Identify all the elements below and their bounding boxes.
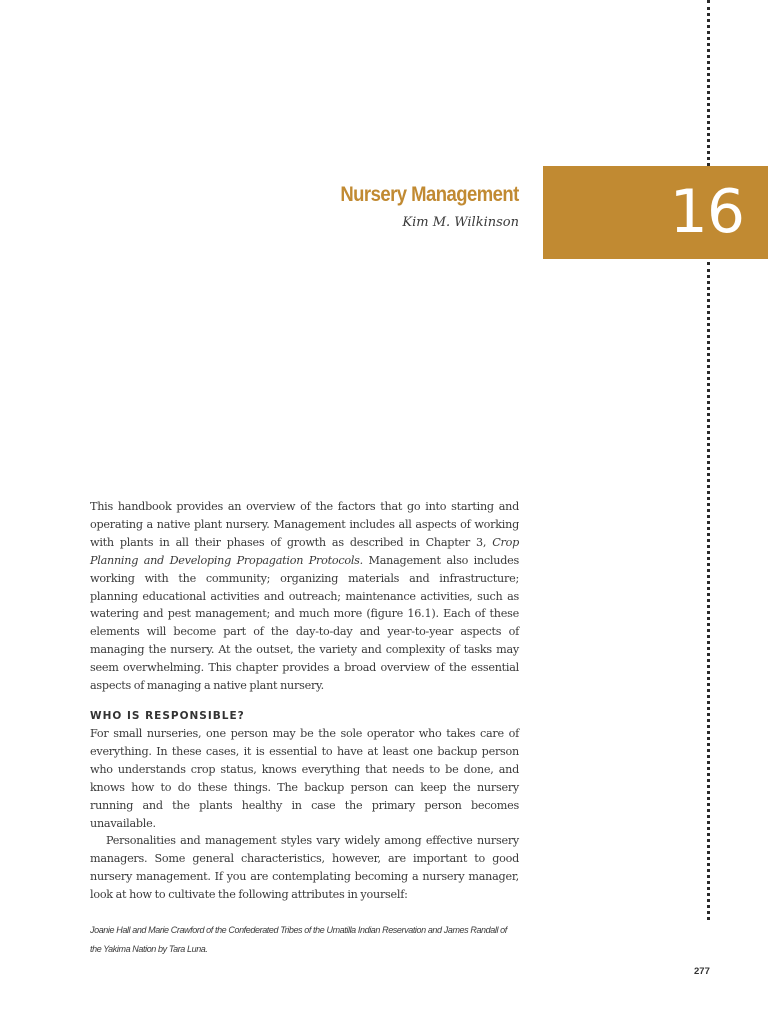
photo-caption: Joanie Hall and Marie Crawford of the Confederated Tribes of the Umatilla Indian Reservation and James Randall of the Yakima Nation by Tara Luna. [90,925,507,955]
dotted-margin-line-top [707,0,714,166]
section-heading: WHO IS RESPONSIBLE? [90,709,245,722]
intro-text-start: This handbook provides an overview of the factors that go into starting and operating a native plant nursery. Management includes all aspects of working with plants in all their phases of growth as described in Chapter 3, [90,500,519,549]
intro-paragraph [90,498,519,695]
dotted-margin-line-bottom [707,262,714,920]
chapter-number: 16 [669,177,744,247]
body-text [90,498,519,959]
section-paragraph-2: Personalities and management styles vary widely among effective nursery managers. Some general characteristics, however, are important to good nursery management. If you are contemplating becoming a nursery manager, look at how to cultivate the following attributes in yourself: [90,834,519,902]
page-number: 277 [694,966,710,977]
chapter-number-box [543,166,768,259]
chapter-author: Kim M. Wilkinson [402,215,519,230]
section-paragraph-1: For small nurseries, one person may be the sole operator who takes care of everything. In these cases, it is essential to have at least one backup person who understands crop status, knows everything that needs to be done, and knows how to do these things. The backup person can keep the nursery running and the plants healthy in case the primary person becomes unavailable. [90,726,519,830]
intro-italic-reference: Crop Planning and Developing Propagation Protocols. [90,535,519,567]
intro-text-end: Management also includes working with the community; organizing materials and infrastructure; planning educational activities and outreach; maintenance activities, such as watering and pest management; and much more (figure 16.1). Each of these elements will become part of the day-to-day and year-to-year aspects of managing the nursery. At the outset, the variety and complexity of tasks may seem overwhelming. This chapter provides a broad overview of the essential aspects of managing a native plant nursery. [90,553,519,693]
chapter-title: Nursery Management [340,183,519,206]
